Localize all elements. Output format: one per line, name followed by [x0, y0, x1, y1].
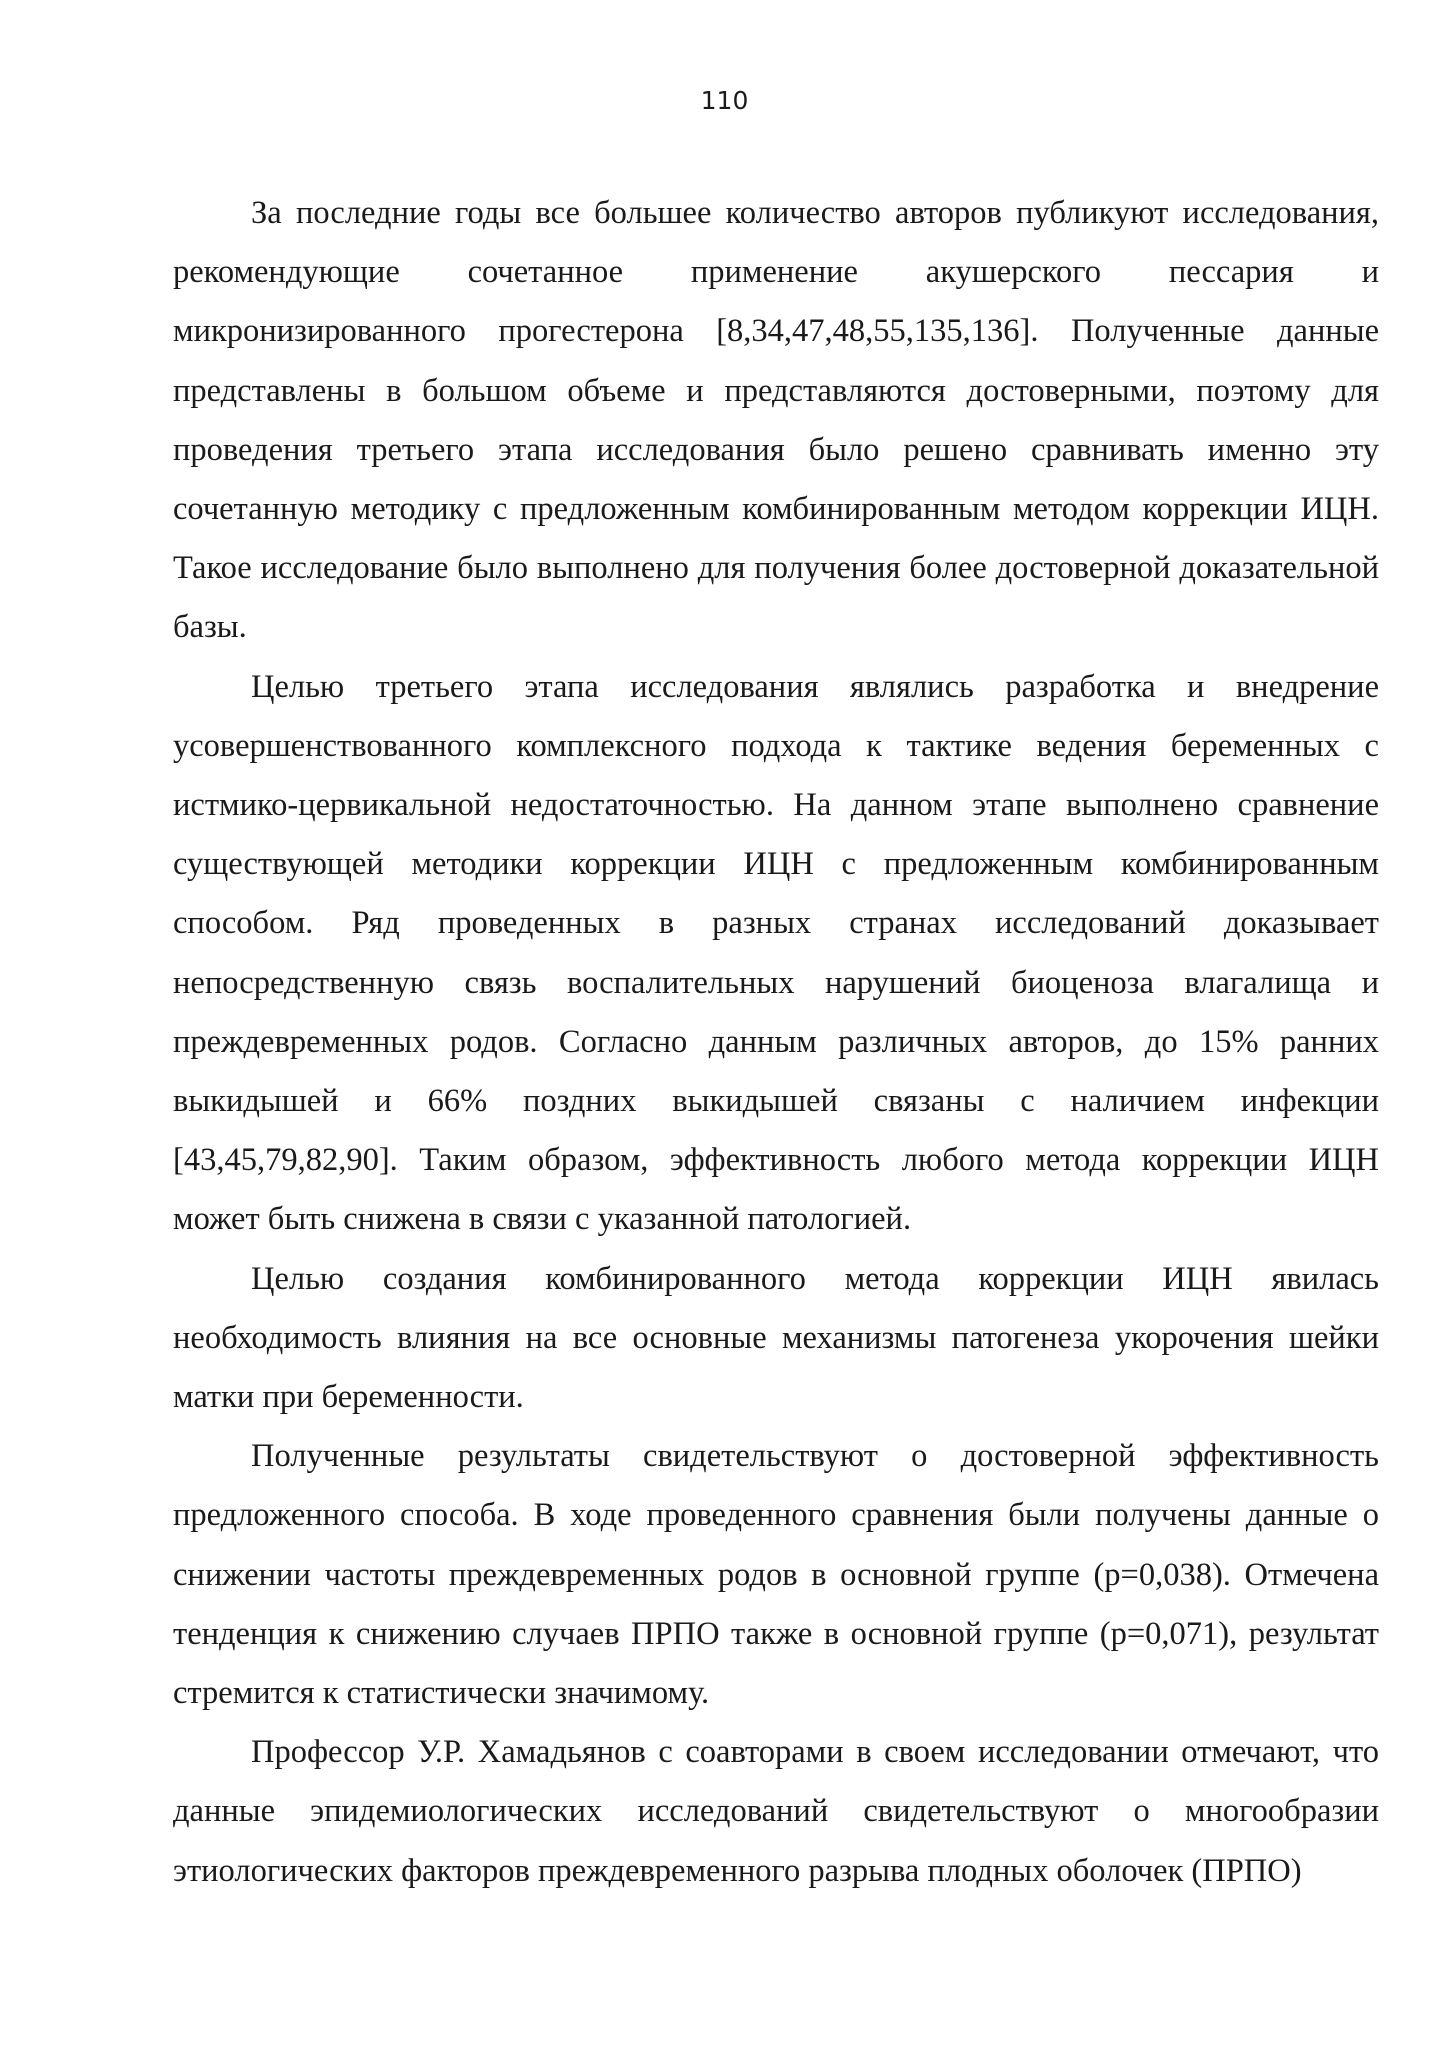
paragraph-1: За последние годы все большее количество авторов публикуют исследования, рекомендующие сочетанное применение акушерского пессария и микронизированного прогестерона [8,34,47,48,55,135,136]. Полученные данные представлены в большом объеме и представляются достоверными, поэтому для проведения третьего этапа исследования было решено сравнивать именно эту сочетанную методику с предложенным комбинированным методом коррекции ИЦН. Такое исследование было выполнено для получения более достоверной доказательной базы.: [173, 195, 1379, 646]
paragraph-4: Полученные результаты свидетельствуют о достоверной эффективность предложенного способа. В ходе проведенного сравнения были получены данные о снижении частоты преждевременных родов в основной группе (p=0,038). Отмечена тенденция к снижению случаев ПРПО также в основной группе (p=0,071), результат стремится к статистически значимому.: [173, 1438, 1379, 1712]
text-body: [173, 184, 1379, 1901]
paragraph-3: Целью создания комбинированного метода коррекции ИЦН явилась необходимость влияния на все основные механизмы патогенеза укорочения шейки матки при беременности.: [173, 1260, 1379, 1416]
paragraph-5: Профессор У.Р. Хамадьянов с соавторами в своем исследовании отмечают, что данные эпидемиологических исследований свидетельствуют о многообразии этиологических факторов преждевременного разрыва плодных оболочек (ПРПО): [173, 1734, 1379, 1889]
paragraph-2: Целью третьего этапа исследования являлись разработка и внедрение усовершенствованного комплексного подхода к тактике ведения беременных с истмико-цервикальной недостаточностью. На данном этапе выполнено сравнение существующей методики коррекции ИЦН с предложенным комбинированным способом. Ряд проведенных в разных странах исследований доказывает непосредственную связь воспалительных нарушений биоценоза влагалища и преждевременных родов. Согласно данным различных авторов, до 15% ранних выкидышей и 66% поздних выкидышей связаны с наличием инфекции [43,45,79,82,90]. Таким образом, эффективность любого метода коррекции ИЦН может быть снижена в связи с указанной патологией.: [173, 668, 1379, 1238]
page-number: 110: [700, 86, 749, 115]
